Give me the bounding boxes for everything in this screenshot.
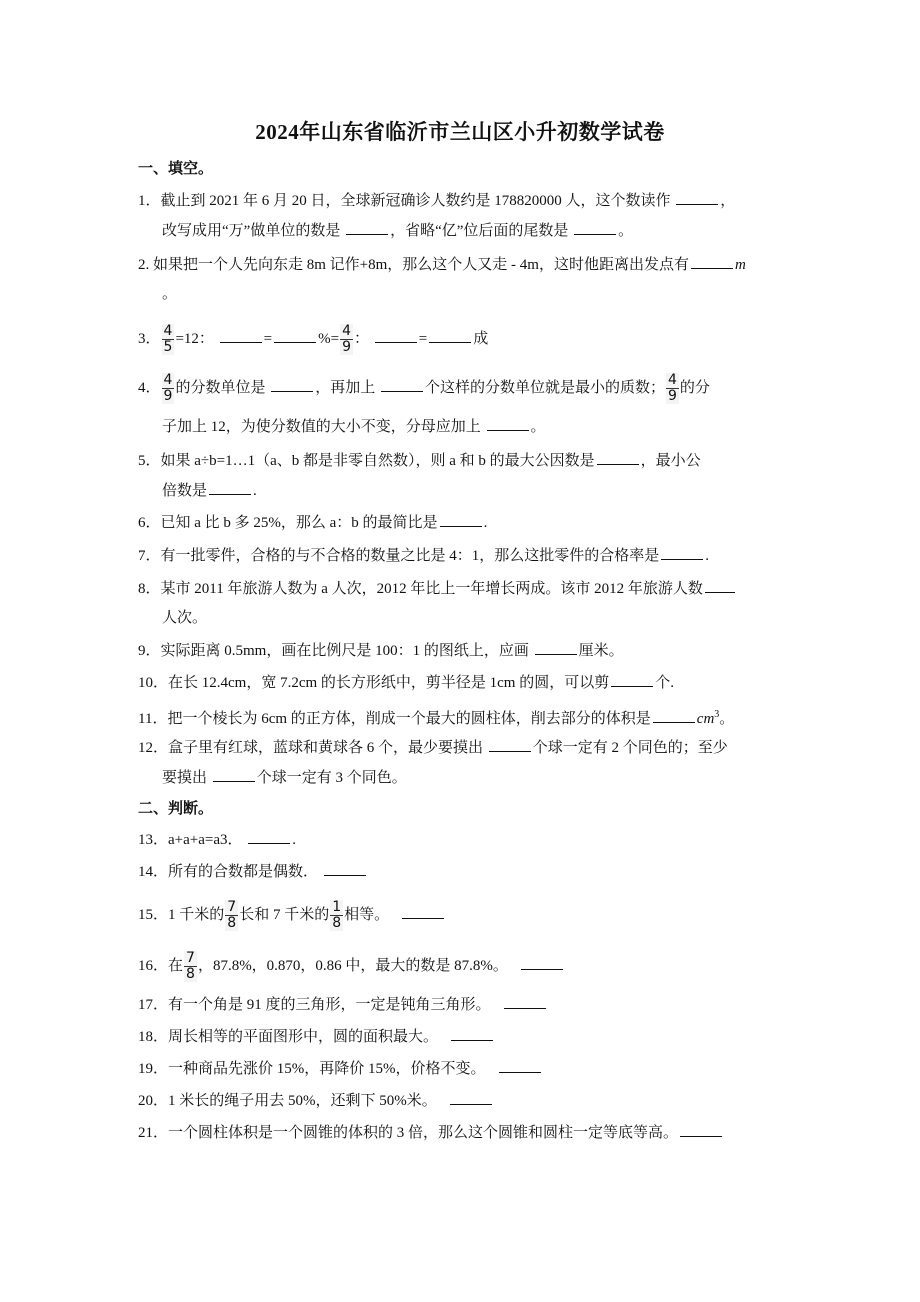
- q5-text-c: 倍数是: [162, 483, 208, 499]
- answer-blank[interactable]: [504, 994, 546, 1009]
- answer-blank[interactable]: [274, 328, 316, 343]
- q2-text: 2. 如果把一个人先向东走 8m 记作+8m，那么这个人又走 - 4m，这时他距离出发点有: [138, 257, 689, 273]
- answer-blank[interactable]: [450, 1090, 492, 1105]
- q15-text-b: 长和 7 千米的: [239, 906, 330, 923]
- q4-text-e: 子加上 12，为使分数值的大小不变，分母应加上: [162, 419, 481, 435]
- question-17: [138, 994, 548, 1015]
- q3-text-a: =12：: [175, 330, 214, 347]
- punct: ，: [720, 193, 736, 209]
- answer-blank[interactable]: [248, 829, 290, 844]
- question-21: [138, 1122, 724, 1143]
- answer-blank[interactable]: [680, 1122, 722, 1137]
- question-8-cont: 人次。: [162, 610, 208, 626]
- punct: .: [292, 832, 297, 848]
- question-7: [138, 545, 709, 566]
- q12-text-c: 要摸出: [162, 770, 208, 786]
- q3-text-d: 成: [473, 330, 489, 347]
- q3-text-b: %=: [318, 330, 340, 347]
- question-4-cont: [162, 416, 546, 437]
- answer-blank[interactable]: [451, 1026, 493, 1041]
- q21-text: 21．一个圆柱体积是一个圆锥的体积的 3 倍，那么这个圆锥和圆柱一定等底等高。: [138, 1125, 679, 1141]
- question-2-cont: 。: [162, 286, 178, 302]
- section-true-false: 二、判断。: [138, 801, 214, 817]
- fraction-7-8: $\frac{7}{8}$: [227, 899, 237, 931]
- q11-unit: cm: [696, 711, 715, 727]
- answer-blank[interactable]: [487, 416, 529, 431]
- q15-text-a: 15．1 千米的: [138, 906, 225, 923]
- punct: 。: [719, 711, 735, 727]
- q3-number: 3．: [138, 330, 161, 347]
- answer-blank[interactable]: [271, 377, 313, 392]
- punct: .: [483, 515, 488, 531]
- question-12-cont: [162, 767, 407, 788]
- question-20: [138, 1090, 494, 1111]
- answer-blank[interactable]: [597, 450, 639, 465]
- answer-blank[interactable]: [213, 767, 255, 782]
- answer-blank[interactable]: [691, 254, 733, 269]
- answer-blank[interactable]: [346, 220, 388, 235]
- question-15: [138, 900, 446, 931]
- q4-text-a: 的分数单位是: [175, 379, 266, 396]
- page-title: 2024年山东省临沂市兰山区小升初数学试卷: [255, 120, 665, 144]
- q1-text: 1．截止到 2021 年 6 月 20 日，全球新冠确诊人数约是 178820000 人，这个数读作: [138, 193, 671, 209]
- fraction-7-8: $\frac{7}{8}$: [186, 950, 195, 982]
- q15-text-c: 相等。: [344, 906, 390, 923]
- question-12: [138, 737, 728, 758]
- q17-text: 17．有一个角是 91 度的三角形，一定是钝角三角形。: [138, 997, 491, 1013]
- punct: .: [705, 548, 710, 564]
- answer-blank[interactable]: [402, 904, 444, 919]
- question-19: [138, 1058, 543, 1079]
- fraction-1-8: $\frac{1}{8}$: [332, 899, 342, 931]
- question-2: [138, 254, 746, 275]
- punct: .: [253, 483, 257, 499]
- q19-text: 19．一种商品先涨价 15%，再降价 15%，价格不变。: [138, 1061, 486, 1077]
- fraction-4-5: $\frac{4}{5}$: [163, 323, 173, 355]
- q10-text-b: 个.: [655, 675, 674, 691]
- q1-text-c: ，省略“亿”位后面的尾数是: [390, 223, 569, 239]
- q12-text-d: 个球一定有 3 个同色。: [256, 770, 407, 786]
- answer-blank[interactable]: [209, 480, 251, 495]
- question-5-cont: [162, 480, 257, 501]
- fraction-4-9: $\frac{4}{9}$: [163, 372, 173, 404]
- question-13: [138, 829, 296, 850]
- answer-blank[interactable]: [661, 545, 703, 560]
- q2-unit: m: [734, 257, 746, 273]
- fraction-4-9: $\frac{4}{9}$: [667, 372, 677, 404]
- q12-text-a: 12．盒子里有红球，蓝球和黄球各 6 个，最少要摸出: [138, 740, 484, 756]
- q18-text: 18．周长相等的平面图形中，圆的面积最大。: [138, 1029, 439, 1045]
- answer-blank[interactable]: [574, 220, 616, 235]
- question-11: [138, 705, 734, 729]
- question-14: [138, 861, 368, 882]
- answer-blank[interactable]: [489, 737, 531, 752]
- answer-blank[interactable]: [324, 861, 366, 876]
- question-4: [138, 373, 710, 404]
- question-1-cont: [162, 220, 633, 241]
- q11-superscript: 3: [714, 709, 720, 720]
- q4-number: 4．: [138, 379, 161, 396]
- answer-blank[interactable]: [220, 328, 262, 343]
- q12-text-b: 个球一定有 2 个同色的；至少: [532, 740, 728, 756]
- question-10: [138, 672, 674, 693]
- q14-text: 14．所有的合数都是偶数．: [138, 864, 319, 880]
- answer-blank[interactable]: [499, 1058, 541, 1073]
- answer-blank[interactable]: [521, 955, 563, 970]
- question-16: [138, 951, 565, 982]
- q5-text-a: 5．如果 a÷b=1…1（a、b 都是非零自然数），则 a 和 b 的最大公因数是: [138, 453, 595, 469]
- q20-text: 20．1 米长的绳子用去 50%，还剩下 50%米。: [138, 1093, 437, 1109]
- punct: 。: [530, 419, 546, 435]
- question-18: [138, 1026, 495, 1047]
- question-1: [138, 190, 735, 211]
- q4-text-b: ，再加上: [315, 379, 376, 396]
- section-fill-in: 一、填空。: [138, 161, 214, 177]
- q11-text-a: 11．把一个棱长为 6cm 的正方体，削成一个最大的圆柱体，削去部分的体积是: [138, 711, 651, 727]
- q3-text-c: ：: [354, 330, 370, 347]
- answer-blank[interactable]: [653, 708, 695, 723]
- q10-text-a: 10．在长 12.4cm，宽 7.2cm 的长方形纸中，剪半径是 1cm 的圆，可以剪: [138, 675, 610, 691]
- q4-text-c: 个这样的分数单位就是最小的质数；: [424, 379, 665, 396]
- fraction-4-9: $\frac{4}{9}$: [342, 323, 352, 355]
- q4-text-d: 的分: [679, 379, 710, 396]
- answer-blank[interactable]: [705, 578, 735, 593]
- question-8: [138, 578, 737, 599]
- answer-blank[interactable]: [535, 640, 577, 655]
- q16-text-b: ，87.8%，0.870，0.86 中，最大的数是 87.8%。: [197, 957, 508, 974]
- answer-blank[interactable]: [429, 328, 471, 343]
- q1-text-b: 改写成用“万”做单位的数是: [162, 223, 341, 239]
- q8-text-a: 8．某市 2011 年旅游人数为 a 人次，2012 年比上一年增长两成。该市 2012 年旅游人数: [138, 581, 703, 597]
- q9-text-b: 厘米。: [578, 643, 624, 659]
- question-3: 3． $\frac{4}{5}$ =12： = %= $\frac{4}{9}$ ： = 成: [138, 323, 489, 355]
- q5-text-b: ，最小公: [640, 453, 701, 469]
- question-6: [138, 512, 487, 533]
- answer-blank[interactable]: [381, 377, 423, 392]
- question-9: [138, 640, 624, 661]
- q7-text: 7．有一批零件，合格的与不合格的数量之比是 4：1，那么这批零件的合格率是: [138, 548, 660, 564]
- question-5: [138, 450, 701, 471]
- punct: 。: [618, 223, 634, 239]
- answer-blank[interactable]: [375, 328, 417, 343]
- q13-text: 13．a+a+a=a3．: [138, 832, 243, 848]
- answer-blank[interactable]: [611, 672, 653, 687]
- q6-text: 6．已知 a 比 b 多 25%，那么 a：b 的最简比是: [138, 515, 438, 531]
- answer-blank[interactable]: [440, 512, 482, 527]
- q16-text-a: 16．在: [138, 957, 184, 974]
- answer-blank[interactable]: [676, 190, 718, 205]
- q9-text-a: 9．实际距离 0.5mm，画在比例尺是 100：1 的图纸上，应画: [138, 643, 529, 659]
